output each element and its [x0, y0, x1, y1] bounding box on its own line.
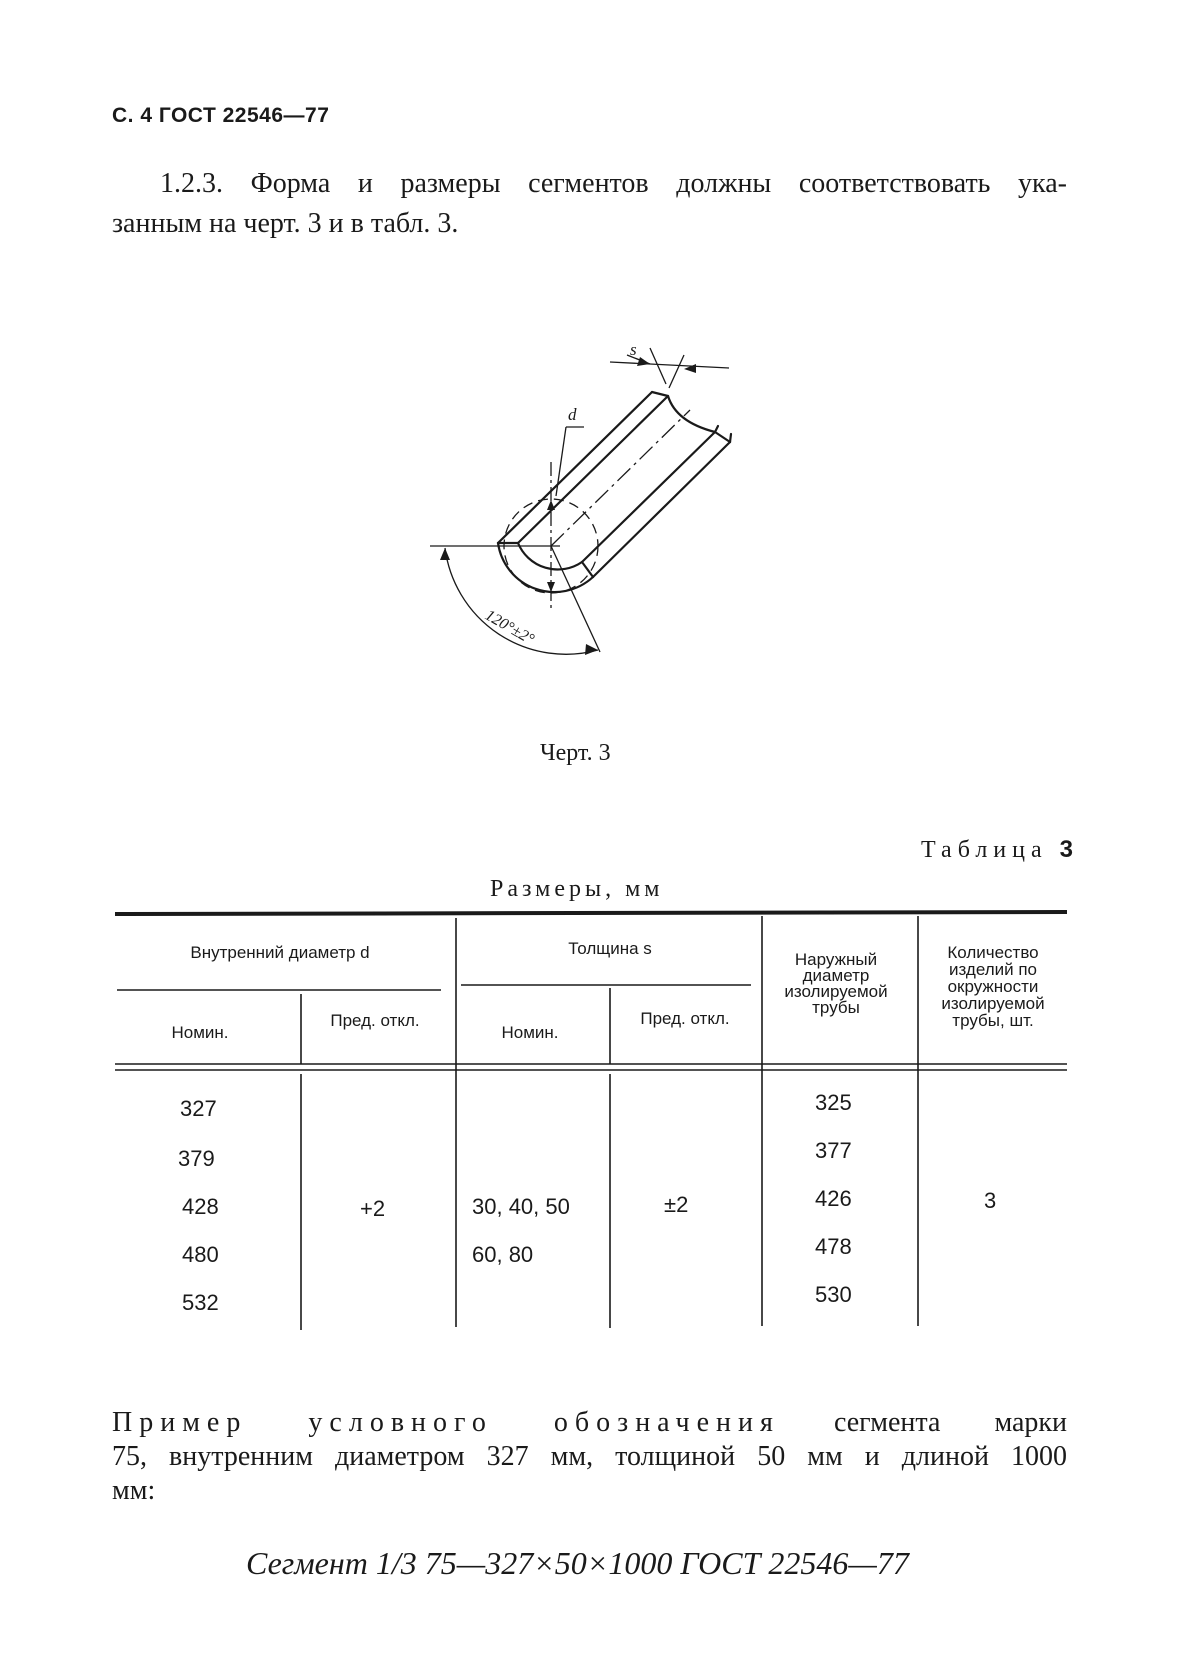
s-nominal-line-2: 60, 80 [472, 1242, 534, 1267]
quantity-value: 3 [984, 1188, 997, 1213]
example-line-3: мм: [112, 1475, 156, 1506]
table-units: Размеры, мм [490, 876, 664, 902]
page-header: С. 4 ГОСТ 22546—77 [112, 104, 330, 127]
example-line-1-rest: сегмента марки [833, 1407, 1068, 1438]
pipe-diameter-426: 426 [815, 1186, 852, 1211]
s-deviation: ±2 [664, 1192, 689, 1217]
table-number: 3 [1059, 836, 1073, 863]
clause-line-1: 1.2.3. Форма и размеры сегментов должны соответствовать ука- [160, 168, 1067, 199]
d-nominal-532: 532 [182, 1290, 219, 1315]
label-d: d [568, 405, 577, 424]
table-label-text: Таблица [920, 837, 1048, 863]
d-deviation: +2 [360, 1196, 386, 1221]
header-outer-diameter: Наружный диаметр изолируемой трубы [784, 950, 888, 1017]
clause-line-2: занным на черт. 3 и в табл. 3. [112, 208, 459, 239]
example-spaced-text: Пример условного обозначения [112, 1407, 780, 1438]
header-d-deviation: Пред. откл. [330, 1011, 420, 1030]
designation-example [112, 1406, 1067, 1508]
header-inner-diameter: Внутренний диаметр d [190, 943, 370, 962]
angle-label: 120°±2° [482, 606, 537, 649]
pipe-diameter-478: 478 [815, 1234, 852, 1259]
d-nominal-428: 428 [182, 1194, 219, 1219]
label-s: s [630, 340, 637, 359]
pipe-diameter-325: 325 [815, 1090, 852, 1115]
drawing-caption: Черт. 3 [540, 740, 611, 766]
d-nominal-327: 327 [180, 1096, 217, 1121]
header-d-nominal: Номин. [171, 1023, 229, 1042]
designation-formula: Сегмент 1/3 75—327×50×1000 ГОСТ 22546—77 [246, 1545, 909, 1581]
pipe-diameter-530: 530 [815, 1282, 852, 1307]
header-s-deviation: Пред. откл. [640, 1009, 730, 1028]
header-thickness: Толщина s [568, 939, 652, 958]
header-s-nominal: Номин. [501, 1023, 559, 1042]
d-nominal-379: 379 [178, 1146, 215, 1171]
s-nominal-line-1: 30, 40, 50 [472, 1194, 570, 1219]
header-quantity: Количество изделий по окружности изолируемой трубы, шт. [941, 943, 1045, 1030]
pipe-diameter-377: 377 [815, 1138, 852, 1163]
d-nominal-480: 480 [182, 1242, 219, 1267]
example-line-1 [112, 1406, 1067, 1440]
example-line-2: 75, внутренним диаметром 327 мм, толщиной 50 мм и длиной 1000 [112, 1441, 1067, 1472]
